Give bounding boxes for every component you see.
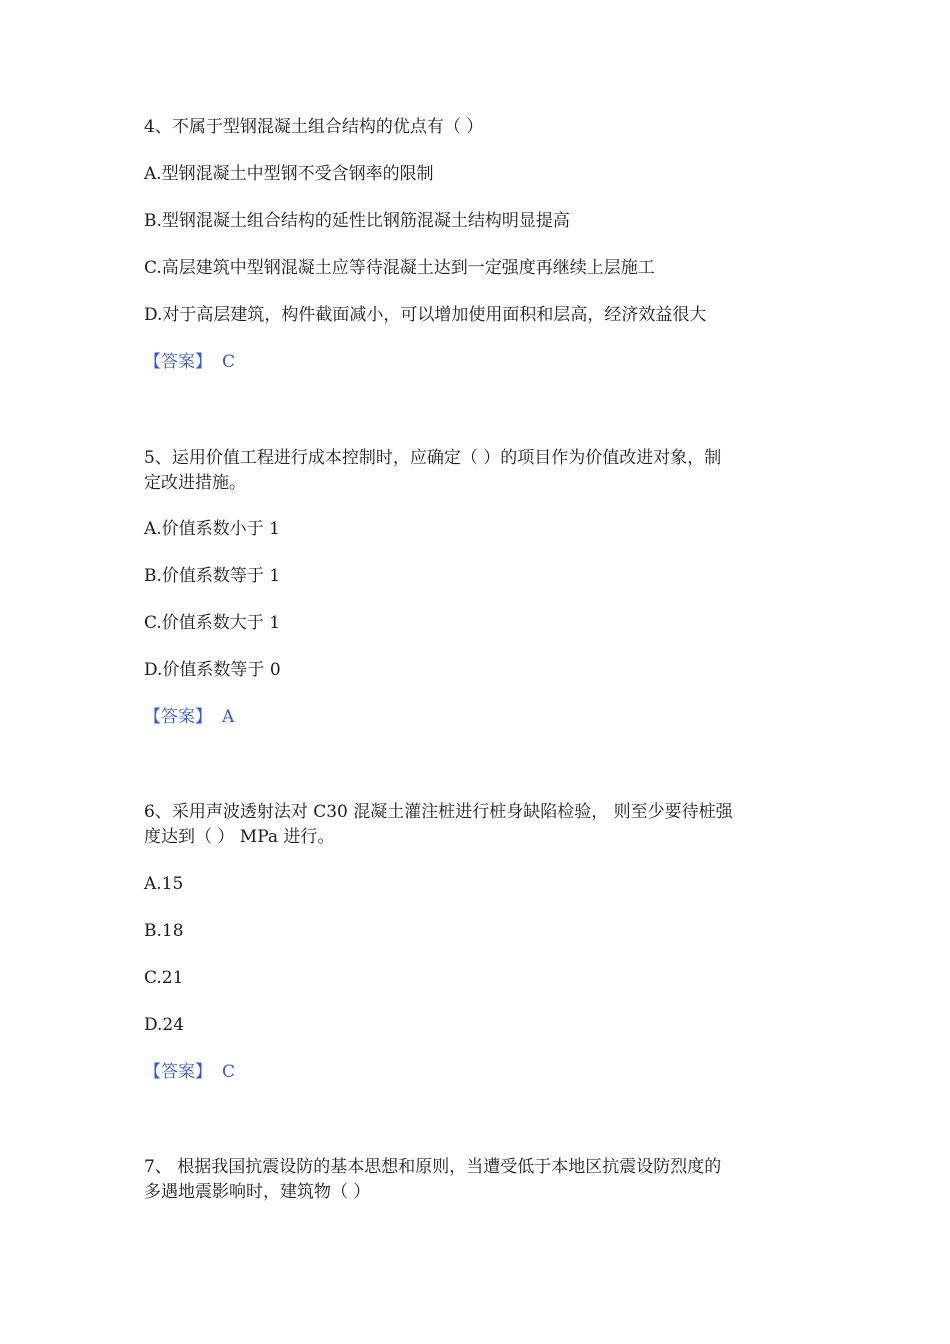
question-6-option-d: D.24 — [144, 1015, 185, 1035]
question-4-answer — [144, 350, 235, 374]
answer-value: A — [222, 707, 235, 727]
answer-label: 【答案】 — [144, 707, 212, 727]
question-6-option-c: C.21 — [144, 968, 184, 988]
question-5-option-d: D.价值系数等于 0 — [144, 660, 281, 680]
answer-value: C — [222, 1062, 236, 1082]
question-5-stem-line-1: 5、运用价值工程进行成本控制时，应确定（ ）的项目作为价值改进对象，制 — [144, 448, 722, 468]
answer-label: 【答案】 — [144, 1062, 212, 1082]
question-6-option-a: A.15 — [144, 874, 184, 894]
question-4-stem: 4、不属于型钢混凝土组合结构的优点有（ ） — [144, 117, 484, 137]
question-6-answer — [144, 1060, 235, 1084]
question-7-stem-line-1: 7、 根据我国抗震设防的基本思想和原则，当遭受低于本地区抗震设防烈度的 — [144, 1157, 722, 1177]
question-4-option-d: D.对于高层建筑，构件截面减小，可以增加使用面积和层高，经济效益很大 — [144, 305, 707, 325]
question-4-option-a: A.型钢混凝土中型钢不受含钢率的限制 — [144, 164, 434, 184]
question-6-stem-line-2: 度达到（ ） MPa 进行。 — [144, 827, 335, 847]
question-5-option-b: B.价值系数等于 1 — [144, 566, 281, 586]
question-4-option-b: B.型钢混凝土组合结构的延性比钢筋混凝土结构明显提高 — [144, 211, 570, 231]
question-5-option-c: C.价值系数大于 1 — [144, 613, 281, 633]
question-7-stem-line-2: 多遇地震影响时，建筑物（ ） — [144, 1182, 371, 1202]
question-5-option-a: A.价值系数小于 1 — [144, 519, 280, 539]
question-4-option-c: C.高层建筑中型钢混凝土应等待混凝土达到一定强度再继续上层施工 — [144, 258, 655, 278]
question-5-answer — [144, 705, 234, 729]
answer-label: 【答案】 — [144, 352, 212, 372]
question-6-stem-line-1: 6、采用声波透射法对 C30 混凝土灌注桩进行桩身缺陷检验， 则至少要待桩强 — [144, 802, 733, 822]
answer-value: C — [222, 352, 236, 372]
question-6-option-b: B.18 — [144, 921, 184, 941]
question-5-stem-line-2: 定改进措施。 — [144, 473, 246, 493]
